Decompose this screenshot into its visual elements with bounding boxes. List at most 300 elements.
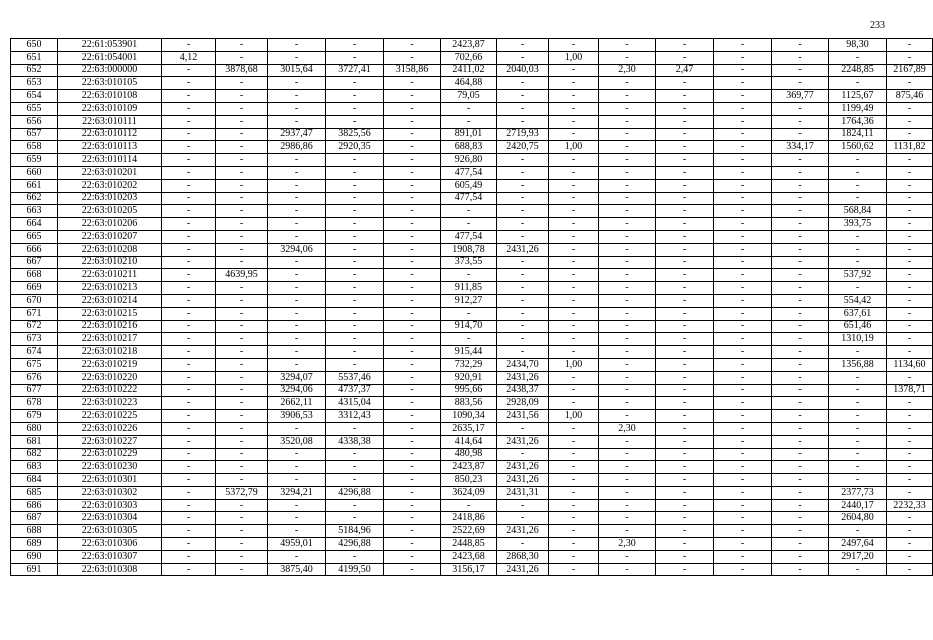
value-cell: -: [216, 90, 268, 103]
value-cell: -: [772, 192, 829, 205]
value-cell: -: [656, 346, 714, 359]
value-cell: -: [216, 563, 268, 576]
row-number-cell: 652: [11, 64, 58, 77]
value-cell: -: [384, 346, 441, 359]
value-cell: -: [772, 486, 829, 499]
value-cell: -: [714, 512, 772, 525]
value-cell: -: [268, 51, 326, 64]
row-number-cell: 687: [11, 512, 58, 525]
cadastral-code-cell: 22:63:010201: [58, 166, 162, 179]
value-cell: -: [162, 294, 216, 307]
cadastral-code-cell: 22:63:010226: [58, 422, 162, 435]
value-cell: -: [268, 256, 326, 269]
value-cell: -: [714, 141, 772, 154]
cadastral-code-cell: 22:63:010210: [58, 256, 162, 269]
value-cell: -: [549, 230, 599, 243]
value-cell: 1131,82: [887, 141, 933, 154]
value-cell: -: [326, 192, 384, 205]
value-cell: -: [549, 525, 599, 538]
value-cell: -: [714, 179, 772, 192]
value-cell: -: [549, 282, 599, 295]
value-cell: -: [656, 371, 714, 384]
value-cell: -: [268, 269, 326, 282]
value-cell: -: [268, 77, 326, 90]
value-cell: -: [656, 486, 714, 499]
value-cell: -: [384, 486, 441, 499]
value-cell: 3624,09: [441, 486, 497, 499]
value-cell: -: [714, 154, 772, 167]
value-cell: -: [326, 102, 384, 115]
table-row: [11, 90, 933, 103]
value-cell: -: [216, 333, 268, 346]
value-cell: 1356,88: [829, 358, 887, 371]
value-cell: -: [829, 77, 887, 90]
table-row: [11, 320, 933, 333]
value-cell: -: [162, 205, 216, 218]
value-cell: -: [549, 102, 599, 115]
value-cell: 2248,85: [829, 64, 887, 77]
table-row: [11, 256, 933, 269]
row-number-cell: 680: [11, 422, 58, 435]
value-cell: -: [656, 461, 714, 474]
value-cell: -: [714, 410, 772, 423]
value-cell: 2431,31: [497, 486, 549, 499]
row-number-cell: 655: [11, 102, 58, 115]
value-cell: -: [268, 192, 326, 205]
table-row: [11, 358, 933, 371]
value-cell: -: [549, 307, 599, 320]
value-cell: -: [384, 397, 441, 410]
value-cell: -: [829, 474, 887, 487]
value-cell: -: [162, 102, 216, 115]
row-number-cell: 671: [11, 307, 58, 320]
value-cell: -: [549, 218, 599, 231]
row-number-cell: 685: [11, 486, 58, 499]
row-number-cell: 674: [11, 346, 58, 359]
value-cell: 5372,79: [216, 486, 268, 499]
value-cell: -: [714, 64, 772, 77]
value-cell: -: [216, 243, 268, 256]
value-cell: -: [162, 448, 216, 461]
value-cell: -: [326, 154, 384, 167]
row-number-cell: 686: [11, 499, 58, 512]
row-number-cell: 658: [11, 141, 58, 154]
value-cell: -: [216, 39, 268, 52]
value-cell: -: [216, 512, 268, 525]
row-number-cell: 653: [11, 77, 58, 90]
value-cell: -: [268, 307, 326, 320]
value-cell: -: [384, 435, 441, 448]
value-cell: 2423,68: [441, 550, 497, 563]
value-cell: -: [162, 166, 216, 179]
value-cell: -: [772, 166, 829, 179]
value-cell: 2434,70: [497, 358, 549, 371]
value-cell: -: [326, 230, 384, 243]
value-cell: -: [887, 166, 933, 179]
value-cell: -: [656, 410, 714, 423]
value-cell: -: [549, 346, 599, 359]
value-cell: -: [384, 474, 441, 487]
value-cell: 2719,93: [497, 128, 549, 141]
value-cell: -: [326, 499, 384, 512]
value-cell: -: [384, 90, 441, 103]
value-cell: 2431,26: [497, 461, 549, 474]
value-cell: -: [326, 166, 384, 179]
value-cell: -: [268, 320, 326, 333]
value-cell: -: [326, 320, 384, 333]
table-row: [11, 64, 933, 77]
value-cell: -: [326, 179, 384, 192]
cadastral-code-cell: 22:63:010109: [58, 102, 162, 115]
table-row: [11, 461, 933, 474]
value-cell: 1,00: [549, 410, 599, 423]
value-cell: -: [216, 422, 268, 435]
value-cell: -: [384, 256, 441, 269]
table-row: [11, 179, 933, 192]
value-cell: -: [549, 474, 599, 487]
value-cell: -: [887, 192, 933, 205]
value-cell: -: [772, 205, 829, 218]
cadastral-code-cell: 22:63:010203: [58, 192, 162, 205]
value-cell: -: [599, 90, 656, 103]
value-cell: -: [656, 205, 714, 218]
cadastral-code-cell: 22:63:010307: [58, 550, 162, 563]
value-cell: -: [549, 294, 599, 307]
value-cell: -: [599, 410, 656, 423]
value-cell: -: [497, 218, 549, 231]
value-cell: -: [384, 307, 441, 320]
cadastral-code-cell: 22:63:010108: [58, 90, 162, 103]
value-cell: -: [829, 563, 887, 576]
value-cell: -: [656, 333, 714, 346]
value-cell: 2920,35: [326, 141, 384, 154]
cadastral-code-cell: 22:63:010220: [58, 371, 162, 384]
value-cell: -: [599, 166, 656, 179]
value-cell: -: [714, 115, 772, 128]
value-cell: -: [162, 243, 216, 256]
value-cell: -: [887, 512, 933, 525]
cadastral-code-cell: 22:63:010308: [58, 563, 162, 576]
value-cell: 1125,67: [829, 90, 887, 103]
value-cell: -: [599, 563, 656, 576]
value-cell: 2522,69: [441, 525, 497, 538]
value-cell: -: [887, 39, 933, 52]
value-cell: -: [326, 358, 384, 371]
value-cell: -: [887, 538, 933, 551]
value-cell: 393,75: [829, 218, 887, 231]
row-number-cell: 659: [11, 154, 58, 167]
row-number-cell: 662: [11, 192, 58, 205]
value-cell: -: [714, 499, 772, 512]
table-row: [11, 218, 933, 231]
value-cell: -: [714, 218, 772, 231]
value-cell: -: [599, 435, 656, 448]
value-cell: -: [599, 128, 656, 141]
value-cell: -: [384, 422, 441, 435]
value-cell: 480,98: [441, 448, 497, 461]
value-cell: -: [887, 77, 933, 90]
value-cell: -: [384, 230, 441, 243]
cadastral-code-cell: 22:63:000000: [58, 64, 162, 77]
value-cell: 732,29: [441, 358, 497, 371]
value-cell: -: [714, 90, 772, 103]
value-cell: -: [162, 307, 216, 320]
value-cell: -: [384, 102, 441, 115]
value-cell: -: [772, 410, 829, 423]
value-cell: -: [384, 269, 441, 282]
value-cell: -: [714, 166, 772, 179]
cadastral-code-cell: 22:63:010219: [58, 358, 162, 371]
value-cell: -: [384, 39, 441, 52]
table-row: [11, 486, 933, 499]
cadastral-code-cell: 22:61:054001: [58, 51, 162, 64]
value-cell: -: [497, 51, 549, 64]
table-body: [11, 39, 933, 576]
value-cell: 1908,78: [441, 243, 497, 256]
value-cell: -: [829, 448, 887, 461]
cadastral-code-cell: 22:63:010105: [58, 77, 162, 90]
value-cell: 3312,43: [326, 410, 384, 423]
value-cell: 4296,88: [326, 486, 384, 499]
value-cell: -: [656, 141, 714, 154]
value-cell: -: [384, 141, 441, 154]
value-cell: -: [549, 256, 599, 269]
value-cell: -: [162, 422, 216, 435]
value-cell: -: [829, 243, 887, 256]
value-cell: -: [714, 397, 772, 410]
value-cell: 2431,56: [497, 410, 549, 423]
row-number-cell: 683: [11, 461, 58, 474]
value-cell: -: [714, 333, 772, 346]
table-row: [11, 448, 933, 461]
value-cell: -: [384, 51, 441, 64]
value-cell: -: [772, 115, 829, 128]
value-cell: -: [162, 371, 216, 384]
value-cell: -: [887, 269, 933, 282]
table-row: [11, 294, 933, 307]
value-cell: -: [599, 525, 656, 538]
value-cell: -: [162, 179, 216, 192]
row-number-cell: 663: [11, 205, 58, 218]
value-cell: -: [384, 128, 441, 141]
value-cell: -: [887, 461, 933, 474]
value-cell: -: [497, 166, 549, 179]
row-number-cell: 676: [11, 371, 58, 384]
value-cell: -: [216, 358, 268, 371]
table-row: [11, 474, 933, 487]
value-cell: -: [384, 525, 441, 538]
value-cell: 5184,96: [326, 525, 384, 538]
value-cell: -: [829, 192, 887, 205]
value-cell: -: [384, 358, 441, 371]
value-cell: -: [714, 269, 772, 282]
value-cell: -: [829, 282, 887, 295]
value-cell: -: [497, 294, 549, 307]
value-cell: -: [549, 90, 599, 103]
value-cell: -: [384, 294, 441, 307]
value-cell: -: [829, 346, 887, 359]
value-cell: -: [326, 77, 384, 90]
value-cell: -: [268, 102, 326, 115]
value-cell: -: [887, 282, 933, 295]
value-cell: -: [268, 166, 326, 179]
row-number-cell: 689: [11, 538, 58, 551]
value-cell: -: [656, 154, 714, 167]
value-cell: -: [162, 64, 216, 77]
value-cell: -: [326, 256, 384, 269]
table-row: [11, 77, 933, 90]
cadastral-code-cell: 22:63:010213: [58, 282, 162, 295]
cadastral-code-cell: 22:63:010208: [58, 243, 162, 256]
value-cell: 3015,64: [268, 64, 326, 77]
value-cell: -: [268, 218, 326, 231]
value-cell: -: [887, 294, 933, 307]
value-cell: -: [887, 346, 933, 359]
value-cell: -: [162, 256, 216, 269]
value-cell: 4338,38: [326, 435, 384, 448]
value-cell: -: [772, 346, 829, 359]
value-cell: -: [656, 435, 714, 448]
table-row: [11, 422, 933, 435]
value-cell: -: [326, 218, 384, 231]
value-cell: -: [384, 243, 441, 256]
value-cell: 3520,08: [268, 435, 326, 448]
row-number-cell: 656: [11, 115, 58, 128]
value-cell: -: [216, 346, 268, 359]
value-cell: -: [384, 205, 441, 218]
value-cell: -: [162, 282, 216, 295]
value-cell: -: [162, 461, 216, 474]
value-cell: 2937,47: [268, 128, 326, 141]
value-cell: 4,12: [162, 51, 216, 64]
value-cell: -: [497, 256, 549, 269]
value-cell: -: [268, 346, 326, 359]
table-row: [11, 371, 933, 384]
value-cell: -: [216, 499, 268, 512]
value-cell: -: [268, 333, 326, 346]
value-cell: -: [772, 154, 829, 167]
value-cell: -: [656, 422, 714, 435]
value-cell: -: [772, 294, 829, 307]
value-cell: -: [549, 371, 599, 384]
value-cell: -: [216, 141, 268, 154]
value-cell: 688,83: [441, 141, 497, 154]
value-cell: -: [714, 435, 772, 448]
table-row: [11, 550, 933, 563]
value-cell: 1,00: [549, 358, 599, 371]
value-cell: 3727,41: [326, 64, 384, 77]
value-cell: -: [656, 39, 714, 52]
value-cell: -: [384, 154, 441, 167]
value-cell: -: [887, 128, 933, 141]
value-cell: -: [599, 397, 656, 410]
value-cell: -: [268, 499, 326, 512]
value-cell: -: [656, 166, 714, 179]
value-cell: -: [162, 512, 216, 525]
value-cell: -: [599, 205, 656, 218]
value-cell: -: [772, 474, 829, 487]
cadastral-code-cell: 22:63:010216: [58, 320, 162, 333]
value-cell: 2431,26: [497, 525, 549, 538]
table-row: [11, 141, 933, 154]
value-cell: -: [599, 282, 656, 295]
value-cell: -: [549, 384, 599, 397]
value-cell: -: [497, 333, 549, 346]
value-cell: -: [772, 358, 829, 371]
value-cell: 2431,26: [497, 371, 549, 384]
value-cell: 915,44: [441, 346, 497, 359]
value-cell: -: [497, 448, 549, 461]
value-cell: -: [326, 346, 384, 359]
value-cell: 651,46: [829, 320, 887, 333]
value-cell: -: [599, 307, 656, 320]
value-cell: -: [216, 461, 268, 474]
value-cell: -: [887, 218, 933, 231]
row-number-cell: 684: [11, 474, 58, 487]
value-cell: 369,77: [772, 90, 829, 103]
value-cell: -: [829, 384, 887, 397]
value-cell: -: [326, 512, 384, 525]
value-cell: -: [268, 448, 326, 461]
value-cell: 554,42: [829, 294, 887, 307]
value-cell: 911,85: [441, 282, 497, 295]
value-cell: -: [216, 538, 268, 551]
value-cell: -: [326, 474, 384, 487]
value-cell: -: [268, 550, 326, 563]
cadastral-code-cell: 22:63:010113: [58, 141, 162, 154]
value-cell: -: [656, 128, 714, 141]
value-cell: -: [714, 525, 772, 538]
value-cell: -: [162, 384, 216, 397]
value-cell: -: [497, 192, 549, 205]
value-cell: -: [268, 525, 326, 538]
value-cell: -: [599, 154, 656, 167]
value-cell: -: [772, 128, 829, 141]
value-cell: -: [384, 512, 441, 525]
value-cell: -: [216, 230, 268, 243]
value-cell: -: [656, 307, 714, 320]
value-cell: -: [441, 102, 497, 115]
cadastral-code-cell: 22:63:010218: [58, 346, 162, 359]
value-cell: 2497,64: [829, 538, 887, 551]
value-cell: 637,61: [829, 307, 887, 320]
value-cell: -: [384, 371, 441, 384]
value-cell: -: [599, 358, 656, 371]
value-cell: 1378,71: [887, 384, 933, 397]
value-cell: -: [829, 230, 887, 243]
value-cell: -: [772, 435, 829, 448]
value-cell: -: [714, 371, 772, 384]
value-cell: -: [599, 256, 656, 269]
table-row: [11, 538, 933, 551]
value-cell: -: [326, 333, 384, 346]
value-cell: -: [326, 550, 384, 563]
value-cell: -: [772, 371, 829, 384]
value-cell: -: [497, 346, 549, 359]
cadastral-code-cell: 22:63:010229: [58, 448, 162, 461]
value-cell: -: [216, 320, 268, 333]
table-row: [11, 499, 933, 512]
cadastral-code-cell: 22:63:010223: [58, 397, 162, 410]
value-cell: -: [216, 294, 268, 307]
value-cell: -: [714, 192, 772, 205]
value-cell: -: [714, 486, 772, 499]
value-cell: -: [326, 205, 384, 218]
value-cell: -: [549, 192, 599, 205]
value-cell: 3825,56: [326, 128, 384, 141]
cadastral-code-cell: 22:63:010112: [58, 128, 162, 141]
row-number-cell: 651: [11, 51, 58, 64]
